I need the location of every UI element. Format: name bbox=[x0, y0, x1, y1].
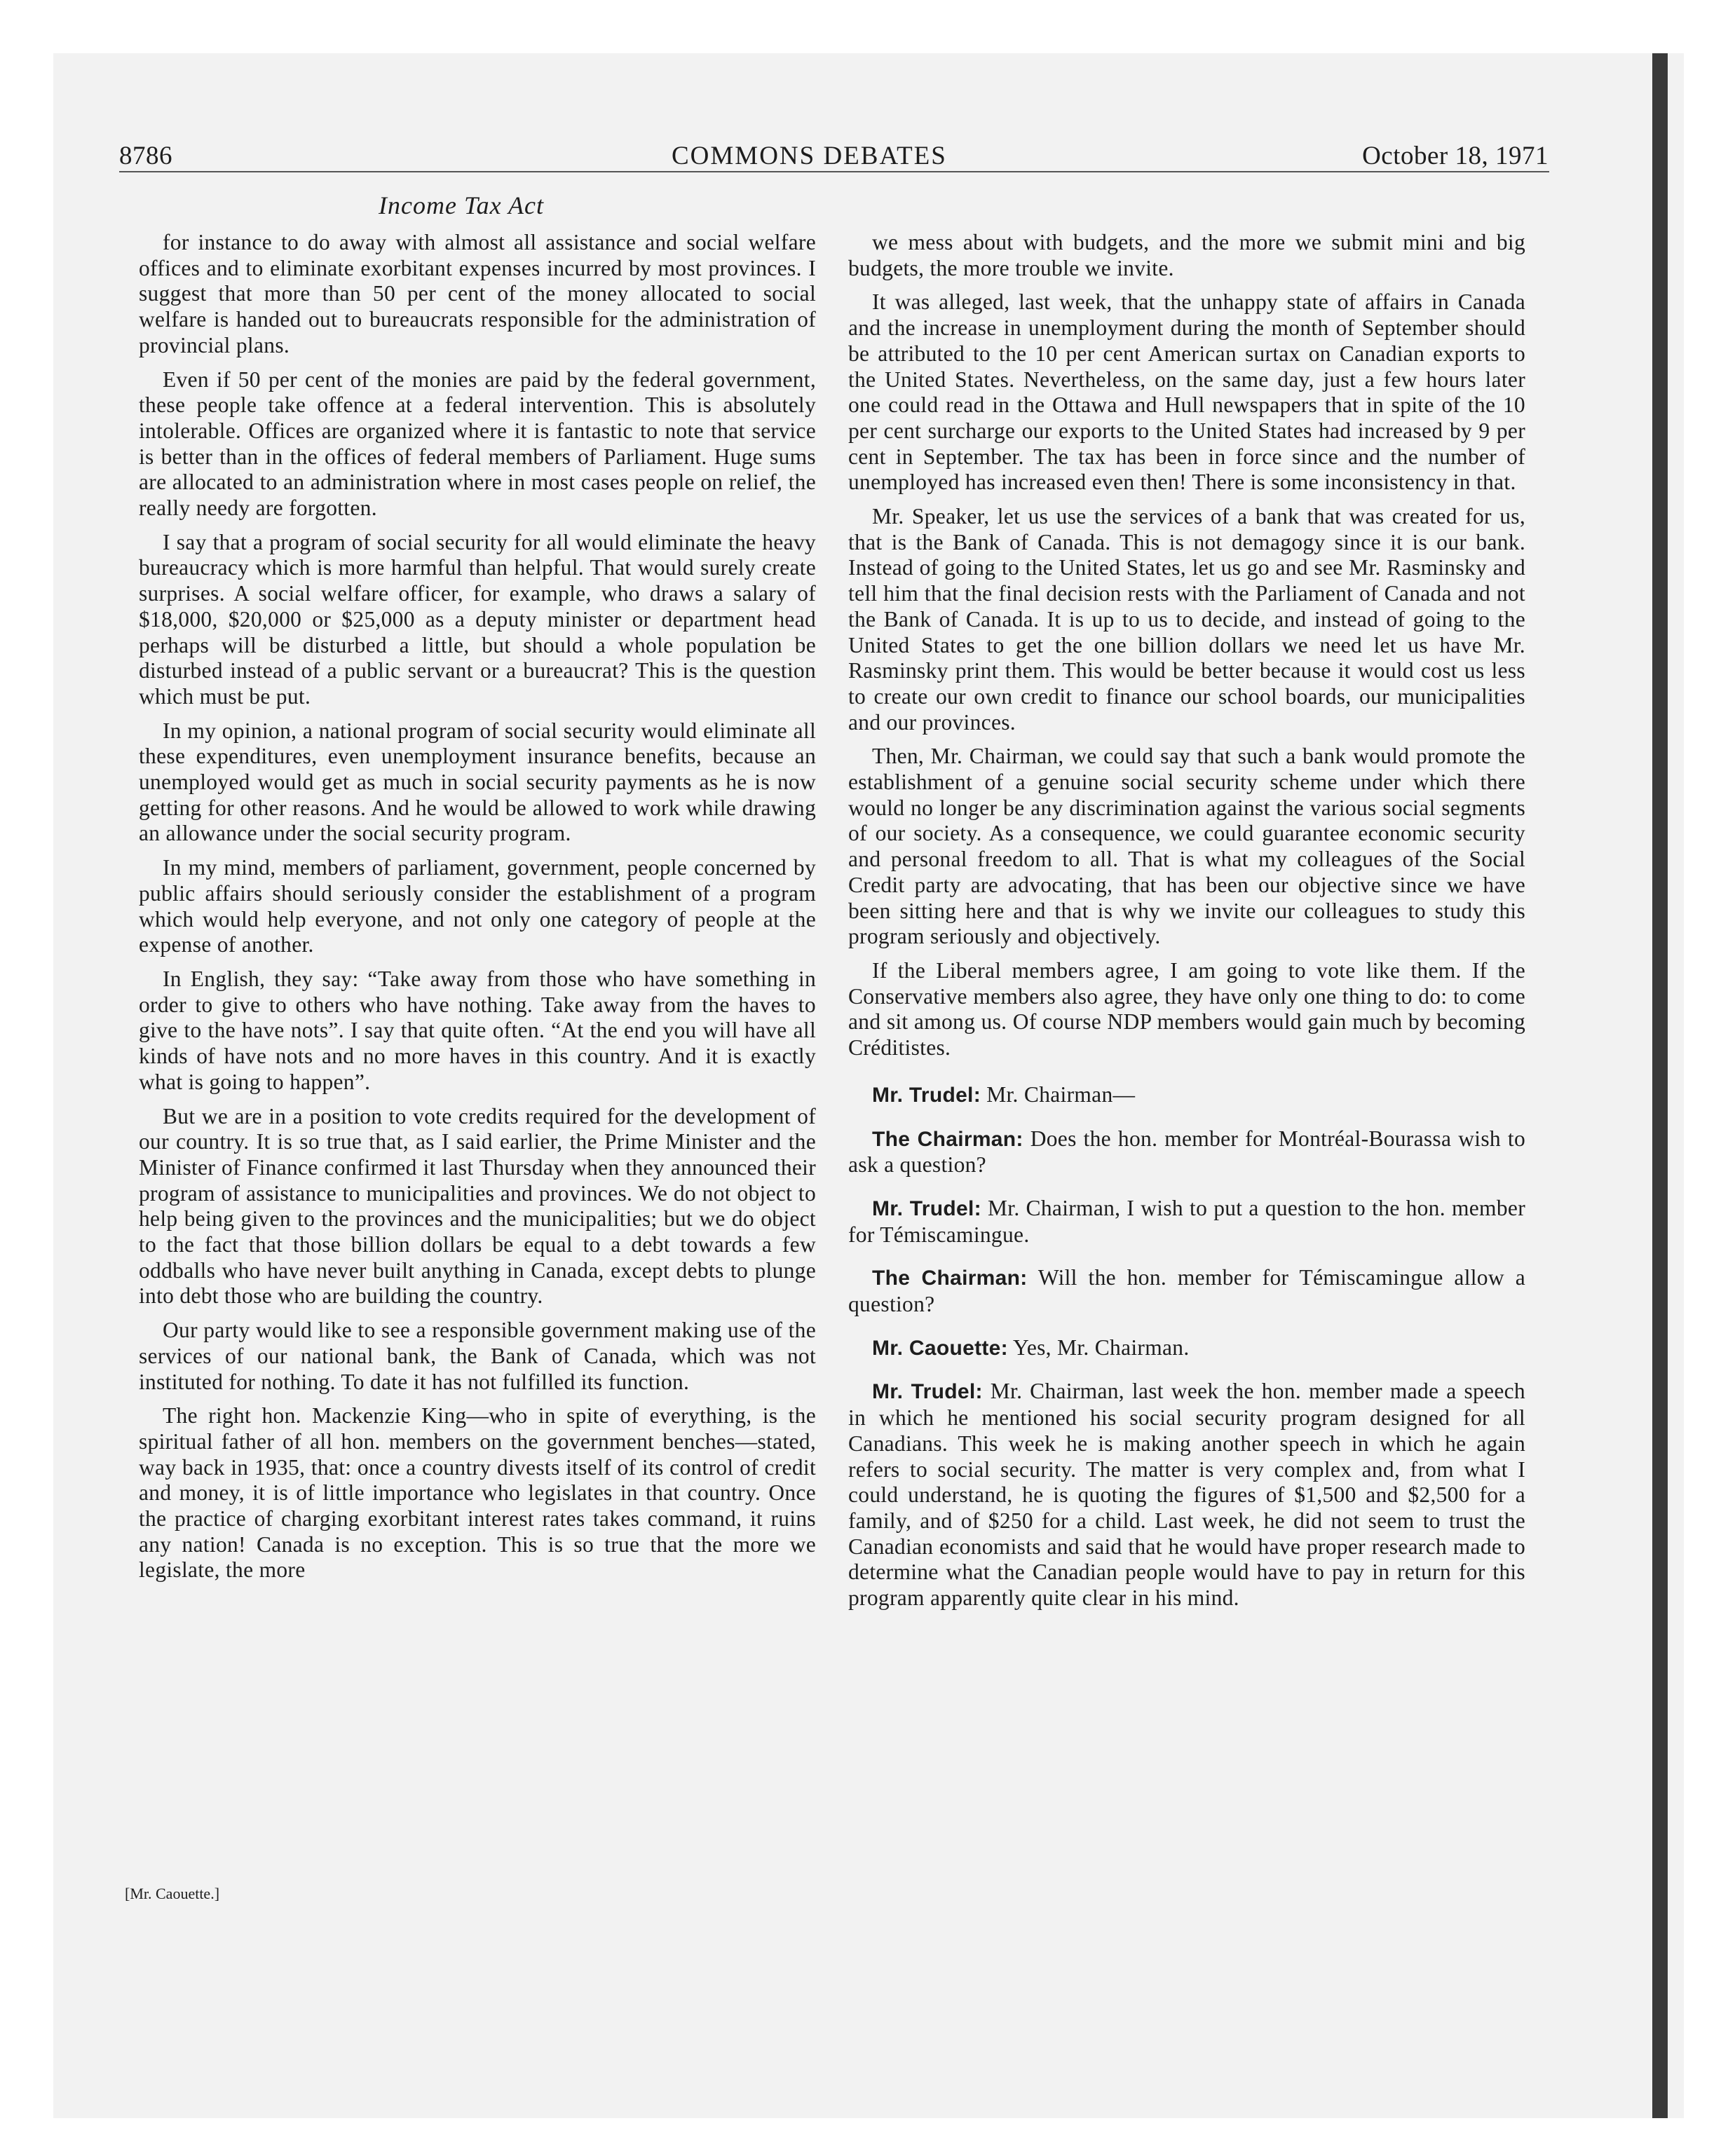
speaker-name: Mr. Caouette: bbox=[872, 1336, 1008, 1360]
paragraph: In English, they say: “Take away from those who have something in order to give to others who have nothing. Take away from the haves to give to the have nots”. I say that quite often. “At the end you will have all kinds of have nots and no more haves in this country. And it is exactly what is going to happen”. bbox=[139, 966, 816, 1094]
paragraph: In my opinion, a national program of social security would eliminate all these expenditures, even unemployment insurance benefits, because an unemployed would get as much in social security payments as he is now getting for other reasons. And he would be allowed to work while drawing an allowance under the social security program. bbox=[139, 718, 816, 846]
speaker-attribution: [Mr. Caouette.] bbox=[125, 1885, 220, 1902]
header-rule bbox=[119, 171, 1549, 172]
speech-text: Mr. Chairman, I wish to put a question to the hon. member for Témiscamingue. bbox=[848, 1195, 1525, 1247]
paragraph: I say that a program of social security for all would eliminate the heavy bureaucracy which is more harmful than helpful. That would surely create surprises. A social welfare officer, for example, who draws a salary of $18,000, $20,000 or $25,000 as a deputy minister or department head perhaps will be disturbed a little, but should a whole population be disturbed instead of a public servant or a bureaucrat? This is the question which must be put. bbox=[139, 529, 816, 709]
paragraph: The right hon. Mackenzie King—who in spite of everything, is the spiritual father of all hon. members on the government benches—stated, way back in 1935, that: once a country divests itself of its control of credit and money, it is of little importance who legislates in that country. Once the practice of charging exorbitant interest rates takes command, it ruins any nation! Canada is no exception. This is so true that the more we legislate, the more bbox=[139, 1403, 816, 1583]
paragraph: Our party would like to see a responsible government making use of the services of our national bank, the Bank of Canada, which was not instituted for nothing. To date it has not fulfilled its function. bbox=[139, 1318, 816, 1394]
page-date: October 18, 1971 bbox=[1362, 142, 1549, 170]
paragraph: In my mind, members of parliament, government, people concerned by public affairs should seriously consider the establishment of a program which would help everyone, and not only one category of people at the expense of another. bbox=[139, 855, 816, 957]
right-column bbox=[848, 230, 1525, 1629]
paragraph: But we are in a position to vote credits required for the development of our country. It is so true that, as I said earlier, the Prime Minister and the Minister of Finance confirmed it last Thursday when they announced their program of assistance to municipalities and provinces. We do not object to help being given to the provinces and the municipalities; but we do object to the fact that those billion dollars be equal to a debt towards a few oddballs who have never built anything in Canada, except debts to plunge into debt those who are building the country. bbox=[139, 1103, 816, 1309]
speech bbox=[848, 1335, 1525, 1362]
speech-text: Yes, Mr. Chairman. bbox=[1012, 1335, 1190, 1360]
paragraph: we mess about with budgets, and the more we submit mini and big budgets, the more trouble we invite. bbox=[848, 230, 1525, 280]
speech-text: Will the hon. member for Témiscamingue allow a question? bbox=[848, 1265, 1525, 1317]
speech-text: Does the hon. member for Montréal-Bourassa wish to ask a question? bbox=[848, 1126, 1525, 1178]
speaker-name: The Chairman: bbox=[872, 1127, 1023, 1151]
speech bbox=[848, 1196, 1525, 1248]
paragraph: Even if 50 per cent of the monies are paid by the federal government, these people take offence at a federal intervention. This is absolutely intolerable. Offices are organized where it is fantastic to note that service is better than in the offices of federal members of Parliament. Huge sums are allocated to an administration where in most cases people on relief, the really needy are forgotten. bbox=[139, 367, 816, 521]
page-number: 8786 bbox=[119, 142, 172, 170]
paragraph: Then, Mr. Chairman, we could say that such a bank would promote the establishment of a genuine social security scheme under which there would no longer be any discrimination against the various social segments of our society. As a consequence, we could guarantee economic security and personal freedom to all. That is what my colleagues of the Social Credit party are advocating, that has been our objective since we have been sitting here and that is why we invite our colleagues to study this program seriously and objectively. bbox=[848, 744, 1525, 949]
speaker-name: Mr. Trudel: bbox=[872, 1380, 983, 1404]
paragraph: It was alleged, last week, that the unhappy state of affairs in Canada and the increase in unemployment during the month of September should be attributed to the 10 per cent American surtax on Canadian exports to the United States. Nevertheless, on the same day, just a few hours later one could read in the Ottawa and Hull newspapers that in spite of the 10 per cent surcharge our exports to the United States had increased by 9 per cent in September. The tax has been in force since and the number of unemployed has increased even then! There is some inconsistency in that. bbox=[848, 289, 1525, 495]
speaker-name: Mr. Trudel: bbox=[872, 1196, 981, 1220]
speech bbox=[848, 1082, 1525, 1109]
speaker-name: The Chairman: bbox=[872, 1267, 1028, 1290]
left-column bbox=[139, 230, 816, 1592]
speech bbox=[848, 1379, 1525, 1611]
paragraph: If the Liberal members agree, I am going to vote like them. If the Conservative members also agree, they have only one thing to do: to come and sit among us. Of course NDP members would gain much by becoming Créditistes. bbox=[848, 957, 1525, 1060]
speech-text: Mr. Chairman— bbox=[986, 1082, 1136, 1107]
paragraph: for instance to do away with almost all assistance and social welfare offices and to eliminate exorbitant expenses incurred by most provinces. I suggest that more than 50 per cent of the money allocated to social welfare is handed out to bureaucrats responsible for the administration of provincial plans. bbox=[139, 230, 816, 357]
running-head: Income Tax Act bbox=[379, 191, 544, 219]
speech-text: Mr. Chairman, last week the hon. member made a speech in which he mentioned his social security program designed for all Canadians. This week he is making another speech in which he again refers to social security. The matter is very complex and, from what I could understand, he is quoting the figures of $1,500 and $2,500 for a family, and of $250 for a child. Last week, he did not seem to trust the Canadian economists and said that he would have proper research made to determine what the Canadian people would have to pay in return for this program apparently quite clear in his mind. bbox=[848, 1379, 1525, 1611]
speaker-name: Mr. Trudel: bbox=[872, 1083, 981, 1107]
publication-title: COMMONS DEBATES bbox=[672, 142, 947, 170]
scan-edge-bar bbox=[1652, 53, 1668, 2118]
speech bbox=[848, 1126, 1525, 1178]
speech bbox=[848, 1265, 1525, 1317]
paragraph: Mr. Speaker, let us use the services of a bank that was created for us, that is the Bank of Canada. This is not demagogy since it is our bank. Instead of going to the United States, let us go and see Mr. Rasminsky and tell him that the final decision rests with the Parliament of Canada and not the Bank of Canada. It is up to us to decide, and instead of going to the United States to get the one billion dollars we need let us have Mr. Rasminsky print them. This would be better because it would cost us less to create our own credit to finance our school boards, our municipalities and our provinces. bbox=[848, 504, 1525, 735]
